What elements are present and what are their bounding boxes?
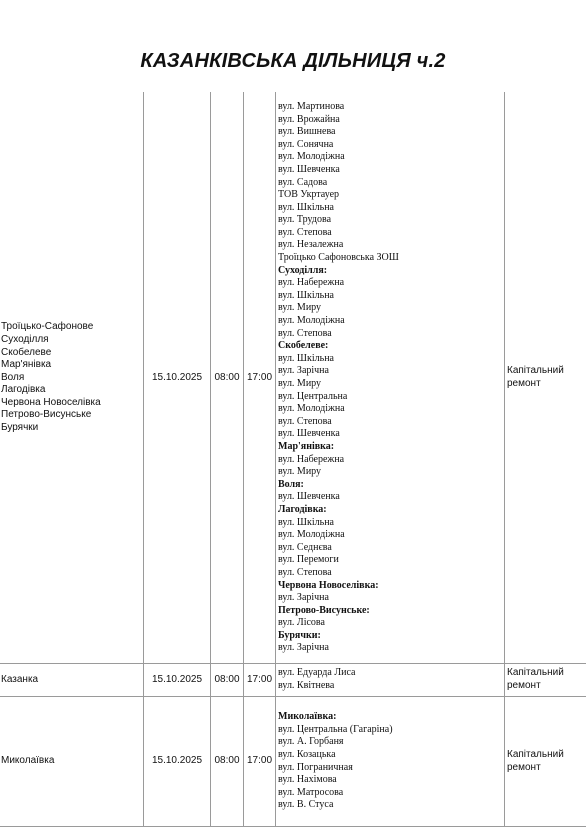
streets-cell xyxy=(276,697,505,827)
table-body xyxy=(0,93,586,827)
settlement-heading: Бурячки: xyxy=(278,630,502,643)
streets-cell xyxy=(276,664,505,697)
start-time-cell: 08:00 xyxy=(211,697,244,827)
settlement-heading: Суходілля: xyxy=(278,265,502,278)
street-item: вул. В. Стуса xyxy=(278,799,502,812)
street-item: вул. Молодіжна xyxy=(278,403,502,416)
street-item: вул. Степова xyxy=(278,416,502,429)
street-item: вул. Набережна xyxy=(278,277,502,290)
street-item: вул. Шевченка xyxy=(278,491,502,504)
street-item: вул. Степова xyxy=(278,227,502,240)
settlement-heading: Червона Новоселівка: xyxy=(278,580,502,593)
street-item: вул. Миру xyxy=(278,302,502,315)
settlement-name: Мар'янівка xyxy=(1,359,141,372)
reason-cell xyxy=(505,664,586,697)
street-item: вул. Шкільна xyxy=(278,353,502,366)
settlement-name: Воля xyxy=(1,372,141,385)
reason-text: ремонт xyxy=(507,762,586,775)
settlement-heading: Лагодівка: xyxy=(278,504,502,517)
settlement-heading: Петрово-Висунське: xyxy=(278,605,502,618)
street-item: вул. А. Горбаня xyxy=(278,736,502,749)
street-item: вул. Едуарда Лиса xyxy=(278,667,502,680)
street-item: вул. Молодіжна xyxy=(278,151,502,164)
settlement-name: Суходілля xyxy=(1,334,141,347)
end-time-cell: 17:00 xyxy=(244,93,276,664)
reason-text: ремонт xyxy=(507,680,586,693)
street-item: вул. Степова xyxy=(278,328,502,341)
street-item: вул. Матросова xyxy=(278,787,502,800)
start-time-cell: 08:00 xyxy=(211,93,244,664)
street-item: вул. Перемоги xyxy=(278,554,502,567)
reason-text: Капітальний xyxy=(507,749,586,762)
date-cell: 15.10.2025 xyxy=(144,697,211,827)
settlements-cell xyxy=(0,93,144,664)
start-time-cell: 08:00 xyxy=(211,664,244,697)
street-item: вул. Квітнева xyxy=(278,680,502,693)
street-item: вул. Центральна xyxy=(278,391,502,404)
date-cell: 15.10.2025 xyxy=(144,664,211,697)
table-row xyxy=(0,93,586,664)
street-item: вул. Центральна (Гагаріна) xyxy=(278,724,502,737)
street-item: вул. Миру xyxy=(278,378,502,391)
street-item: вул. Вишнева xyxy=(278,126,502,139)
reason-cell xyxy=(505,697,586,827)
date-cell: 15.10.2025 xyxy=(144,93,211,664)
street-item: вул. Молодіжна xyxy=(278,315,502,328)
street-item: вул. Седнєва xyxy=(278,542,502,555)
settlement-name: Петрово-Висунське xyxy=(1,409,141,422)
street-item: вул. Шевченка xyxy=(278,164,502,177)
settlement-name: Казанка xyxy=(1,674,141,687)
settlement-name: Скобелеве xyxy=(1,347,141,360)
page-title: КАЗАНКІВСЬКА ДІЛЬНИЦЯ ч.2 xyxy=(0,50,586,73)
street-item: вул. Зарічна xyxy=(278,642,502,655)
street-item: Троїцько Сафоновська ЗОШ xyxy=(278,252,502,265)
settlement-heading: Мар'янівка: xyxy=(278,441,502,454)
settlement-heading: Миколаївка: xyxy=(278,711,502,724)
table-row xyxy=(0,697,586,827)
settlements-cell xyxy=(0,664,144,697)
street-item: вул. Врожайна xyxy=(278,114,502,127)
street-item: вул. Сонячна xyxy=(278,139,502,152)
street-item: вул. Шкільна xyxy=(278,290,502,303)
street-item: вул. Набережна xyxy=(278,454,502,467)
settlement-name: Лагодівка xyxy=(1,384,141,397)
street-item: вул. Зарічна xyxy=(278,592,502,605)
settlement-name: Червона Новоселівка xyxy=(1,397,141,410)
outage-schedule-table xyxy=(0,92,586,827)
reason-text: Капітальний xyxy=(507,365,586,378)
street-item: вул. Степова xyxy=(278,567,502,580)
street-item: вул. Пограничная xyxy=(278,762,502,775)
street-item: вул. Мартинова xyxy=(278,101,502,114)
table-row xyxy=(0,664,586,697)
street-item: вул. Шкільна xyxy=(278,202,502,215)
street-item: вул. Зарічна xyxy=(278,365,502,378)
reason-text: ремонт xyxy=(507,378,586,391)
street-item: вул. Козацька xyxy=(278,749,502,762)
reason-text: Капітальний xyxy=(507,667,586,680)
street-item: вул. Нахімова xyxy=(278,774,502,787)
streets-cell xyxy=(276,93,505,664)
settlement-name: Бурячки xyxy=(1,422,141,435)
settlement-heading: Воля: xyxy=(278,479,502,492)
settlement-name: Миколаївка xyxy=(1,755,141,768)
street-item: вул. Миру xyxy=(278,466,502,479)
street-item: вул. Молодіжна xyxy=(278,529,502,542)
street-item: вул. Шевченка xyxy=(278,428,502,441)
settlements-cell xyxy=(0,697,144,827)
street-item: ТОВ Укртауер xyxy=(278,189,502,202)
settlement-name: Троїцько-Сафонове xyxy=(1,321,141,334)
end-time-cell: 17:00 xyxy=(244,697,276,827)
street-item: вул. Трудова xyxy=(278,214,502,227)
street-item: вул. Шкільна xyxy=(278,517,502,530)
settlement-heading: Скобелеве: xyxy=(278,340,502,353)
street-item: вул. Незалежна xyxy=(278,239,502,252)
reason-cell xyxy=(505,93,586,664)
end-time-cell: 17:00 xyxy=(244,664,276,697)
street-item: вул. Лісова xyxy=(278,617,502,630)
street-item: вул. Садова xyxy=(278,177,502,190)
